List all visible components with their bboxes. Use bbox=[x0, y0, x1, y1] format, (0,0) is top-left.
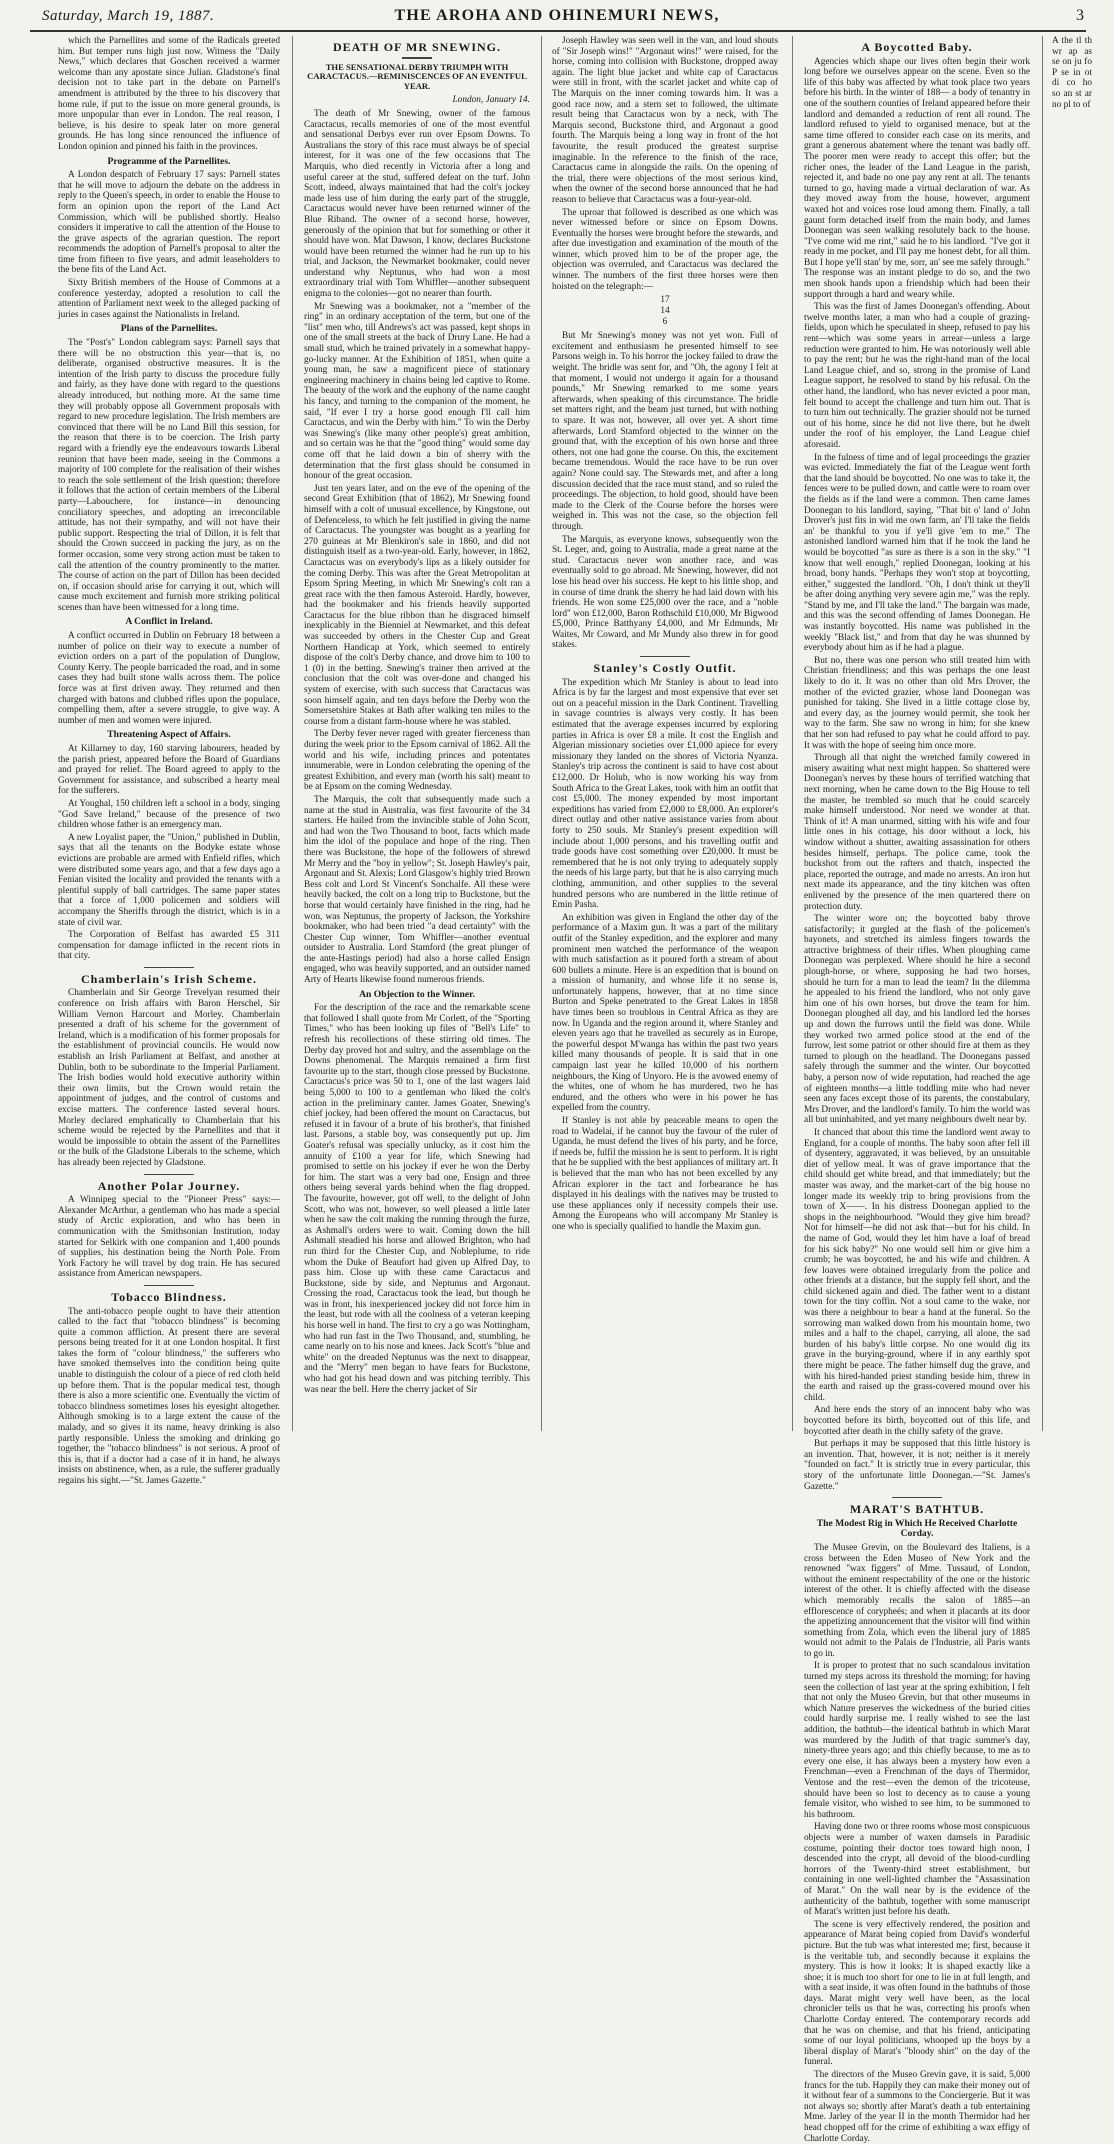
newspaper-title: THE AROHA AND OHINEMURI NEWS, bbox=[394, 7, 720, 24]
column-rule bbox=[1042, 36, 1043, 1431]
article-paragraph: In the fulness of time and of legal proceedings the grazier was evicted. Immediately the fiat of the League went forth that the land should be boycotted. No one was to take it, the fences were to be pulled down, and cattle were to roam over the fields as if the land were a common. Then came James Doonegan to his landlord, saying, "That bit o' land o' John Drover's just fits in wid me own farm, an' I'll take the fields an' be thankful to you if ye'll give 'em to me." The astonished landlord warned him that if he took the land he would be boycotted "as sure as there is a son in the sky." "I know that well enough," replied Doonegan, looking at his broad, bony hands. "Perhaps they won't stop at boycotting, either," suggested the landlord. "Oh, I don't think ut they'll be after doing anything very severe agin me," was the reply. "Stand by me, and I'll take the land." The bargain was made, and this was the second offending of James Doonegan. He was instantly boycotted. His name was published in the weekly "Black list," and from that day he was shunned by everybody about him as if he had a plague. bbox=[804, 452, 1030, 654]
page-number: 3 bbox=[1076, 7, 1084, 24]
article-paragraph: This was the first of James Doonegan's offending. About twelve months later, a man who had a couple of grazing-fields, upon which he speculated in sheep, refused to pay his rent—which was some years in arrear—unless a large reduction were granted to him. He was notoriously well able to pay the rent; but he was the right-hand man of the local Land League chief, and so, strong in the promise of Land League support, he resolved to stand by his refusal. On the other hand, the landlord, who has never evicted a poor man, felt bound to accept the challenge and turn him out. That is to turn him out technically. The grazier should not be turned out of his home, since he did not live there, but he dwelt under the roof of his employer, the Land League chief aforesaid. bbox=[804, 302, 1030, 450]
section-divider bbox=[402, 57, 432, 59]
article-paragraph: Sixty British members of the House of Commons at a conference yesterday, adopted a resolution to call the attention of Parliament next week to the alleged packing of juries in cases against the Nationalists in Ireland. bbox=[58, 278, 280, 320]
race-result-numbers bbox=[552, 295, 778, 328]
article-paragraph: The expedition which Mr Stanley is about to lead into Africa is by far the largest and most expensive that ever set out on a peaceful mission in the Dark Continent. Travelling in savage countries is always very costly. It has been estimated that the average expenses incurred by exploring parties in Africa is over £8 a mile. It cost the English and Algerian missionary societies over £1,000 apiece for every missionary they landed on the shores of Victoria Nyanza. Stanley's trip across the continent is said to have cost about £12,000. Dr Holub, who is now working his way from South Africa to the Great Lakes, took with him an outfit that cost £5,000. The money expended by most important expeditions has varied from £2,000 to £8,000. An explorer's direct outlay and other native assistance varies from about forty to 250 souls. Mr Stanley's present expedition will include about 1,000 persons, and his travelling outfit and trade goods have cost something over £20,000. It must be remembered that he is not only trying to adequately supply the needs of his large party, but that he is also carrying much clothing, ammunition, and other supplies to the several hundred persons who are numbered in the little retinue of Emin Pasha. bbox=[552, 677, 778, 911]
column-rule bbox=[541, 36, 542, 1431]
article-paragraph: The uproar that followed is described as one which was never witnessed before or since on Epsom Downs. Eventually the horses were brought before the stewards, and after due investigation and examination of the mouth of the winner, which proved him to be of the proper age, the objection was overruled, and Caractacus was declared the winner. The numbers of the first three horses were then hoisted on the telegraph:— bbox=[552, 207, 778, 292]
article-paragraph: The death of Mr Snewing, owner of the famous Caractacus, recalls memories of one of the most eventful and sensational Derbys ever run over Epsom Downs. To Australians the story of this race must always be of special interest, for it was one of the few occasions that The Marquis, who died recently in Victoria after a long and useful career at the stud, suffered defeat on the turf. John Scott, indeed, always maintained that had the colt's jockey made less use of him during the early part of the struggle, Caractacus would never have been returned winner of the Blue Riband. The owner of a second horse, however, generously of the opinion that but for something or other it should have won. Mat Dawson, I know, declares Buckstone would have been returned the winner had he run up to his trial, and Jackson, the Newmarket bookmaker, could never understand why Neptunus, who had won a most extraordinary trial with Tom Whiffler—another subsequent enigma to the colonies—got no nearer than fourth. bbox=[304, 108, 530, 300]
article-paragraph: Through all that night the wretched family cowered in misery awaiting what next might happen. So shattered were Doonegan's nerves by these hours of terrified watching that next morning, when he came down to the Big House to tell the master, he trembled so much that he could scarcely make himself understood. Nor need we wonder at that. Think of it! A man unarmed, sitting with his wife and four little ones in his cottage, his door without a lock, his window without a shutter, awaiting assassination for others besides himself, perhaps. The police came, took the buckshot from out the rafters and thatch, inspected the place, reported the outrage, and made no arrests. An iron hut next made its appearance, and the tiny kitchen was often enlivened by the presence of the men quartered there on protection duty. bbox=[804, 753, 1030, 912]
masthead bbox=[0, 0, 1114, 28]
subheading: Threatening Aspect of Affairs. bbox=[107, 729, 231, 741]
result-number: 17 bbox=[660, 295, 670, 306]
article-paragraph: Agencies which shape our lives often begin their work long before we ourselves appear on the scene. Even so the life of this baby was affected by what took place two years before his birth. In the winter of 188— a body of tenantry in one of the southern counties of Ireland appeared before their landlord and demanded a reduction of rent all round. The landlord refused to yield to organised menace, but at the same time offered to consider each case on its merits, and grant a generous abatement where the tenant was badly off. The poorer men were ready to accept this offer; but the richer ones, the leader of the Land League in the parish, rejected it, and bade no one pay any rent at all. The tenants turned to go, having made a virtual declaration of war. As they moved away from the house, however, argument waxed hot and voices rose loud among them. Finally, a tall gaunt form detached itself from the main body, and James Doonegan was seen walking resolutely back to the house. "I've come wid me rint," said he to his landlord. "I've got it ready in me pocket, and I'll pay me honest debt, for all thim. But I hope ye'll stan' by me, sorr, an' see me safely through." The response was an instant pledge to do so, and the two men shook hands upon a friendship which had been their support through a hard and weary while. bbox=[804, 56, 1030, 300]
article-paragraph: If Stanley is not able by peaceable means to open the road to Wadelai, if he cannot buy the favour of the ruler of Uganda, he must defend the lives of his party, and he force, if needs be, fulfil the mission he is sent to perform. It is right that he be supplied with the best appliances of military art. It is believed that the man who has not been excelled by any African explorer in the tact and forbearance he has displayed in his dealings with the natives may be trusted to use these appliances only if necessity compels their use. Among the Europeans who will accompany Mr Stanley is one who is specially qualified to handle the Maxim gun. bbox=[552, 1116, 778, 1232]
section-divider bbox=[892, 1497, 942, 1498]
article-paragraph: At Killarney to day, 160 starving labourers, headed by the parish priest, appeared before the Board of Guardians and prayed for relief. The Board agreed to apply to the Government for assistance, and subscribed a hearty meal for the sufferers. bbox=[58, 744, 280, 797]
article-headline: A Boycotted Baby. bbox=[861, 40, 973, 54]
article-paragraph: The Marquis, the colt that subsequently made such a name at the stud in Australia, was first favourite of the 34 starters. He hailed from the invincible stable of John Scott, and had won the Two Thousand to boot, facts which made him the idol of the populace and hope of the ring. Then there was Buckstone, the hope of the followers of shrewd Mr Merry and the "boy in yellow"; St. Joseph Hawley's pair, Argonaut and St. Alexis; Lord Glasgow's highly tried Brown Bess colt and Lord St Vincent's Sonchalfe. All these were heavily backed, the colt on a long trip to Buckstone, but the horse that would certainly have finished in the ring, had he won, was Neptunus, the property of Jackson, the Yorkshire bookmaker, who had been tried "a dead certainty" with the Chester Cup winner, Tom Whiffler—another eventual outsider to Australia. Lord Stamford (the great plunger of the ante-Hastings period) had also a horse called Ensign engaged, who was heavily supported, and an outsider named Arty of Hearts likewise found numerous friends. bbox=[304, 794, 530, 986]
column-2 bbox=[304, 36, 530, 1436]
column-5-cropped bbox=[1052, 36, 1092, 1436]
section-divider bbox=[144, 1285, 194, 1286]
article-paragraph: For the description of the race and the remarkable scene that followed I shall quote from Mr Corlett, of the "Sporting Times," who has been looking up files of "Bell's Life" to refresh his recollections of these stirring old times. The Derby day proved hot and sultry, and the assemblage on the Downs phenomenal. The Marquis remained a firm first favourite up to the start, though close pressed by Buckstone. Caractacus's price was 50 to 1, one of the last wagers laid being 5,000 to 100 to a gentleman who liked the colt's action in the preliminary canter. James Goater, Snewing's chief jockey, had been offered the mount on Caractacus, but refused it in favour of a brute of his brother's, that finished last. Parsons, a stable boy, was consequently put up. Jim Goater's refusal was specially unlucky, as it cost him the annuity of £100 a year for life, which Snewing had promised to settle on his jockey if ever he won the Derby for him. The start was a very bad one, Ensign and three others being several yards behind when the flag dropped. The favourite, however, got off well, to the delight of John Scott, who was not, however, so well pleased a little later when he saw the colt making the running through the furze, as Ashmall's orders were to wait. Coming down the hill Ashmall steadied his horse and allowed Brighton, who had run third for the Chester Cup, and Nobleplume, to ride whom the Duke of Beaufort had given up Alfred Day, to pass him. Close up with these came Caractacus and Buckstone, side by side, and Neptunus and Argonaut. Crossing the road, Caractacus took the lead, but though he was in front, his inexperienced jockey did not force him in the least, but rode with all the coolness of a veteran keeping his horse well in hand. The first to cry a go was Nottingham, who had run fast in the Two Thousand, and, stumbling, he came nearly on to his nose and knees. Jack Scott's "blue and white" on the dreaded Neptunus was the next to disappear, and the "Merry" men began to have fears for Buckstone, who had got his head down and was pitching terribly. This was near the bell. Here the cherry jacket of Sir bbox=[304, 1003, 530, 1395]
section-divider bbox=[640, 656, 690, 657]
article-paragraph: which the Parnellites and some of the Radicals greeted him. But temper runs high just now. Witness the "Daily News," which declares that Goschen received a warmer welcome than any apostate since Julian. Gladstone's final decision not to take part in the debate on Parnell's amendment is attributed by the three to his discovery that home rule, if put to the issue on more general grounds, is more unpopular than ever in London. The real reason, I believe, is his desire to speak later on more general grounds. He has long since renounced the influence of London opinion and pinned his faith in the provinces. bbox=[58, 36, 280, 152]
result-number: 6 bbox=[662, 317, 668, 328]
cropped-text: A the tl th wr ap as se on ju fo P se in ot di co ho so an st ar no pl to of bbox=[1052, 36, 1092, 110]
article-headline: Another Polar Journey. bbox=[97, 1178, 241, 1193]
article-headline: Chamberlain's Irish Scheme. bbox=[80, 971, 257, 986]
article-paragraph: But perhaps it may be supposed that this little history is an invention. That, however, it is not; neither is it merely "founded on fact." It is strictly true in every particular, this story of the unfortunate little Doonegan.—"St. James's Gazette." bbox=[804, 1439, 1030, 1492]
article-paragraph: A new Loyalist paper, the "Union," published in Dublin, says that all the tenants on the Bodyke estate whose evictions are probable are armed with Enfield rifles, which were distributed some years ago, and that a few days ago a Fenian visited the locality and provided the tenants with a plentiful supply of ball cartridges. The same paper states that a force of 1,000 policemen and soldiers will accompany the Sheriffs through the district, which is in a state of civil war. bbox=[58, 832, 280, 928]
issue-date: Saturday, March 19, 1887. bbox=[42, 8, 215, 24]
article-paragraph: A Winnipeg special to the "Pioneer Press" says:—Alexander McArthur, a gentleman who has made a special study of Arctic exploration, and who has been in communication with the Smithsonian Institution, today started for Selkirk with one companion and 1,400 pounds of supplies, his destination being the North Pole. From York Factory he will travel by dog train. He has secured assistance from American newspapers. bbox=[58, 1195, 280, 1280]
article-paragraph: The anti-tobacco people ought to have their attention called to the fact that "tobacco blindness" is becoming quite a common affliction. At present there are several persons being treated for it at one London hospital. It first takes the form of "colour blindness," the sufferers who have smoked themselves into the condition being quite unable to distinguish the colour of a piece of red cloth held up before them. That is the popular medical test, though there is also a more scientific one. Eventually the victim of tobacco blindness sometimes loses his eyesight altogether. Although smoking is to a large extent the cause of the malady, and so gives it its name, heavy drinking is also partly responsible. Unless the smoking and drinking go together, the "tobacco blindness" is not serious. A proof of this is, that if a doctor had a case of it in hand, he always insists on abstinence, when, as a rule, the sufferer gradually regains his sight.—"St. James Gazette." bbox=[58, 1306, 280, 1486]
article-paragraph: But Mr Snewing's money was not yet won. Full of excitement and enthusiasm he presented himself to see Parsons weigh in. To his horror the jockey failed to draw the weight. The bridle was sent for, and "Oh, the agony I felt at that moment, I would not undergo it again for a thousand pounds," Mr Snewing remarked to me some years afterwards, when speaking of this circumstance. The bridle set matters right, and the beam just turned, but with nothing to spare. It was not, however, all over yet. A short time afterwards, Lord Stamford objected to the winner on the ground that, with the exception of his own horse and three others, not one had gone the course. On this, the excitement became tremendous. Would the race have to be run over again? None could say. The Stewards met, and after a long discussion decided that the race must stand, and so ruled the proceedings. The objection, to hold good, should have been made to the Clerk of the Course before the horses were weighed in. This was not the case, so the objection fell through. bbox=[552, 331, 778, 532]
article-paragraph: The Marquis, as everyone knows, subsequently won the St. Leger, and, going to Australia, made a great name at the stud. Caractacus never won another race, and was eventually sold to go abroad. Mr Snewing, however, did not lose his head over his success. He kept to his little shop, and in course of time drank the sherry he had laid down with his friends. He won some £25,000 over the race, and a "noble lord" won £12,000, Baron Rothschild £10,000, Mr Bigwood £5,000, Prince Batthyany £4,000, and Mr Edmunds, Mr Waites, Mr Coward, and Mr Mundy also threw in for good stakes. bbox=[552, 534, 778, 651]
article-paragraph: The Derby fever never raged with greater fierceness than during the week prior to the Epsom carnival of 1862. All the world and his wife, including princes and potentates innumerable, were in London celebrating the opening of the greatest Exhibition, and every man (worth his salt) meant to be at Epsom on the coming Wednesday. bbox=[304, 729, 530, 793]
article-paragraph: Joseph Hawley was seen well in the van, and loud shouts of "Sir Joseph wins!" "Argonaut wins!" were raised, for the horse, coming into collision with Buckstone, dropped away again. The light blue jacket and white cap of Caractacus were still in front, with the scarlet jacket and white cap of The Marquis on the inner coming towards him. It was a good race now, and a stern set to followed, the ultimate result being that Caractacus won by a neck, with The Marquis second, Buckstone third, and Argonaut a good fourth. The Marquis being a long way in front of the hot favourite, the result produced the greatest surprise imaginable. In the reference to the finish of the race, Caractacus came in alongside the rails. On the opening of the trial, there were objections of the most serious kind, when the owner of the second horse announced that he had reason to believe that Caractacus was a four-year-old. bbox=[552, 36, 778, 205]
article-paragraph: Mr Snewing was a bookmaker, not a "member of the ring" in an ordinary acceptation of the term, but one of the "list" men who, till Andrews's act was passed, kept shops in one of the small streets at the back of Drury Lane. He had a small stud, which he trained privately in a somewhat happy-go-lucky manner. At the Exhibition of 1851, when quite a young man, he saw a magnificent piece of stationary engineering machinery in chains being led captive to Rome. The beauty of the work and the euphony of the name caught his fancy, and turning to the companion of the moment, he said, "If ever I try a horse good enough I'll call him Caractacus, and win the Derby with him." To win the Derby was Snewing's (like many other people's) great ambition, and so certain was he that the "good thing" would some day come off that he laid down a bin of sherry with the determination that the first glass should be consumed in honour of the great occasion. bbox=[304, 301, 530, 482]
article-paragraph: An exhibition was given in England the other day of the performance of a Maxim gun. It was a part of the military outfit of the Stanley expedition, and the explorer and many prominent men watched the performance of the weapon with much satisfaction as it poured forth a stream of about 600 bullets a minute. Here is an expedition that is bound on a mission of humanity, and whose life it no sense is, unfortunately happens, however, that at no time since Burton and Speke penetrated to the Great Lakes in 1858 have times been so troublous in Central Africa as they are now. In Uganda and the region around it, where Stanley and eleven years ago that he travelled as securely as in Europe, the powerful despot M'wanga has within the past two years killed many thousands of people. It is said that in one campaign last year he killed 10,000 of his northern neighbours, the King of Unyoro. He is the avowed enemy of the whites, one of whom he has murdered, two he has endured, and the others who were in his power he has expelled from the country. bbox=[552, 912, 778, 1114]
article-paragraph: The directors of the Museo Grevin gave, it is said, 5,000 francs for the tub. Happily they can make their money out of it without fear of a summons to the Conciergerie. But it was not always so; shortly after Marat's death a tub entertaining Mme. Jarley of the year II in the month Thermidor had her head chopped off for the crime of exhibiting a wax effigy of Charlotte Corday. bbox=[804, 2070, 1030, 2144]
section-divider bbox=[144, 967, 194, 968]
article-headline: Tobacco Blindness. bbox=[111, 1289, 227, 1304]
column-1 bbox=[58, 36, 280, 1486]
column-rule bbox=[792, 36, 793, 1431]
article-paragraph: At Youghal, 150 children left a school in a body, singing "God Save Ireland," because of the presence of two children whose father is an emergency man. bbox=[58, 798, 280, 831]
column-3 bbox=[552, 36, 778, 1436]
subheading: Programme of the Parnellites. bbox=[107, 155, 231, 167]
section-divider bbox=[144, 1174, 194, 1175]
article-paragraph: It is proper to protest that no such scandalous invitation turned my steps across its threshold the morning; for having seen the collection of last year at the spring exhibition, I felt that not only the Museo Grevin, but that other museums in which Nature preserves the wickedness of the buried cities could hardly surprise me. I really wished to see the last addition, the bathtub—the identical bathtub in which Marat was murdered by the Judith of that tragic summer's day, ninety-three years ago; and this chiefly because, to me as to every one else, it has always been a mystery how even a Frenchman—even a Frenchman of the days of Thermidor, Ventose and the rest—even the demon of the tricoteuse, should have been so lost to decency as to cause a young female visitor, who wished to see him, to be summoned to his bathroom. bbox=[804, 1661, 1030, 1820]
article-paragraph: The Musee Grevin, on the Boulevard des Italiens, is a cross between the Eden Museo of New York and the renowned "wax figgers" of Mme. Tussaud, of London, without the eminent respectability of the one or the historic interest of the other. It is chiefly affected with the disease which memorably recalls the salon of 1885—an efflorescence of corypheés; and when it placards at its door the appetizing announcement that the visitor will find within something from Zola, which even the liberal jury of 1885 would not admit to the Palais de l'Industrie, all Paris wants to go in. bbox=[804, 1542, 1030, 1659]
article-paragraph: A London despatch of February 17 says: Parnell states that he will move to adjourn the debate on the address in reply to the Queen's speech, in order to enable the House to form an opinion upon the report of the Land Act Commission, which will be published shortly. Healso considers it imperative to call the attention of the House to the grave aspects of the agrarian question. The report recommends the adoption of Parnell's proposal to alter the time from fifteen to five years, and admit leaseholders to the bene fits of the Land Act. bbox=[58, 170, 280, 276]
subheading: A Conflict in Ireland. bbox=[125, 616, 213, 628]
article-headline: MARAT'S BATHTUB. bbox=[849, 1502, 985, 1517]
article-paragraph: The "Post's" London cablegram says: Parnell says that there will be no obstruction this year—that is, no deliberate, organised obstructive measures. It is the intention of the Irish party to discuss the procedure fully and fairly, as they have done with regard to the questions already introduced, but nothing more. At the same time they will probably oppose all Government proposals with regard to new procedure legislation. The Irish members are convinced that there will be no Land Bill this session, for the reason that there is to be coercion. The Irish party regard with a friendly eye the endeavours towards Liberal reunion that have been made, seeing in the Commons a majority of 100 complete for the realisation of their wishes to reach the sole settlement of the Irish question; therefore it follows that the action of certain members of the Liberal party—Labouchere, for instance—in denouncing conciliatory speeches, and adopting an irreconcilable attitude, has not their sympathy, and will not have their public support. Respecting the trial of Dillon, it is felt that should the Crown succeed in packing the jury, as on the former occasion, some very strong action must be taken to call the attention of the country prominently to the matter. The course of action on the part of Dillon has been decided on, if occasion should arise for carrying it out, which will cause much excitement and furnish more striking political scenes than have been witnessed for a long time. bbox=[58, 338, 280, 613]
masthead-rule bbox=[30, 30, 1086, 32]
article-paragraph: The Corporation of Belfast has awarded £5 311 compensation for damage inflicted in the recent riots in that city. bbox=[58, 930, 280, 962]
article-headline: Stanley's Costly Outfit. bbox=[593, 661, 737, 676]
column-4 bbox=[804, 36, 1030, 2144]
subheading: The Modest Rig in Which He Received Charlotte Corday. bbox=[816, 1517, 1018, 1540]
article-paragraph: But no, there was one person who still treated him with Christian friendliness; and this was perhaps the one least likely to do it. It was no other than old Mrs Drover, the mother of the evicted grazier, whose land Doonegan was punished for taking. She lived in a little cottage close by, and every day, as the journey would permit, she took her way to the farm. She saw no wrong in him; for she knew that her son had refused to pay what he could afford to pay. It was with the hope of seeing him once more. bbox=[804, 655, 1030, 751]
dateline: London, January 14. bbox=[452, 95, 530, 106]
article-paragraph: Chamberlain and Sir George Trevelyan resumed their conference on Irish affairs with Baron Herschel, Sir William Vernon Harcourt and Morley. Chamberlain presented a draft of his scheme for the government of Ireland, which is a modification of his former proposals for the establishment of provincial councils. He would now establish an Irish Parliament at Belfast, and another at Dublin, both to be subordinate to the Imperial Parliament. The Irish bodies would hold executive authority within their own limits, but the Crown would retain the appointment of judges, and the control of customs and excise matters. The conference lasted several hours. Morley declared emphatically to Chamberlain that his scheme would be rejected by the Parnellites and that it would be impossible to obtain the assent of the Parnellites or the bulk of the Gladstone Liberals to the scheme, which has already been rejected by Gladstone. bbox=[58, 988, 280, 1168]
subheading: Plans of the Parnellites. bbox=[120, 323, 218, 335]
article-paragraph: Having done two or three rooms whose most conspicuous objects were a number of waxen damsels in Paradisic costume, pointing their doctor toes toward high noon, I descended into the crypt, all devoid of the blood-curdling horrors of the Twenty-third street establishment, but containing in one well-lighted chamber the "Assassination of Marat." On the wall near by is the evidence of the authenticity of the bathtub, together with some manuscript of Marat's written just before his death. bbox=[804, 1822, 1030, 1918]
subheading: An Objection to the Winner. bbox=[359, 988, 475, 1000]
article-paragraph: It chanced that about this time the landlord went away to England, for a couple of months. The baby soon after fell ill of dysentery, aggravated, it was believed, by an unsuitable diet of yellow meal. It was of grave importance that the child should get white bread, and that immediately; but the master was away, and the market-cart of the big house no longer made its weekly trip to bring provisions from the town of X——. In his distress Doonegan applied to the shops in the neighbourhood. "Would they give him bread? Not for himself—he did not ask that—but for his child. In the name of God, would they let him have a loaf of bread for his sick baby?" No one would sell him or give him a crumb; he was boycotted, he and his wife and children. A few loaves were obtained irregularly from the police and other friends at a distance, but the supply fell short, and the child sickened again and died. The father went to a distant town for the tiny coffin. Not a soul came to the wake, nor was there a neighbour to bear a hand at the funeral. So the sorrowing man walked down from his mountain home, two miles and a half to the chapel, carrying, all alone, the sad burden of his baby's little corpse. No one would dig its grave in the burying-ground, where if in any earthly spot there might be peace. The father himself dug the grave, and with his hired-handed priest standing beside him, threw in the earth and raised up the grass-covered mound over his child. bbox=[804, 1127, 1030, 1403]
article-paragraph: The scene is very effectively rendered, the position and appearance of Marat being copied from David's wonderful picture. But the tub was what interested me; first, because it is the veritable tub, and secondly because it explains the mystery. This is how it looks: It is shaped exactly like a shoe; it is much too short for one to lie in at full length, and with a seat inside, it was often found in the bathtubs of those days. Marat might very well have been, as the local chronicler tells us that he was, correcting his proofs when Charlotte Corday entered. The contemporary records add that he was on chemise, and that his friend, anticipating some of our loyal politicians, whooped up the boys by a liberal display of Marat's "bloody shirt" on the day of the funeral. bbox=[804, 1919, 1030, 2068]
article-paragraph: Just ten years later, and on the eve of the opening of the second Great Exhibition (that of 1862), Mr Snewing found himself with a colt of unusual excellence, by Kingstone, out of Defenceless, to which he felt justified in giving the name of Caractacus. The youngster was bought as a yearling for 270 guineas at Mr Blenkiron's sale in 1860, and did not distinguish itself as a two-year-old. Early, however, in 1862, Caractacus was on everybody's lips as a likely outsider for the coming Derby. This was after the Great Metropolitan at Epsom Spring Meeting, in which Mr Snewing's colt ran a great race with the then famous Asteroid. Hardly, however, had the bookmaker and his friends heavily supported Caractacus for the blue ribbon than he disgraced himself inexplicably in the Bienniel at Newmarket, and this defeat was succeeded by others in the Chester Cup and Great Northern Handicap at York, which seemed to entirely dispose of the colt's Derby chance, and drove him to 100 to 1 (0) in the betting. Snewing's trainer then arrived at the conclusion that the colt was over-done and changed his system of exercise, with such success that Caractacus was soon himself again, and ten days before the Derby won the Somersetshire Stakes at Bath after walking ten miles to the course from a distant farm-house where he was stabled. bbox=[304, 483, 530, 727]
article-paragraph: And here ends the story of an innocent baby who was boycotted before its birth, boycotted out of this life, and boycotted after death in the chilly safety of the grave. bbox=[804, 1405, 1030, 1437]
article-paragraph: A conflict occurred in Dublin on February 18 between a number of police on their way to execute a number of eviction orders on a part of the population of Dunglow, County Kerry. The people barricaded the road, and in some cases they had built stone walls across them. The police force was at first driven away. They returned and then charged with batons and clubbed rifles upon the populace, compelling them, after a severe struggle, to give way. A number of men and women were injured. bbox=[58, 631, 280, 726]
article-deck: THE SENSATIONAL DERBY TRIUMPH WITH CARACTACUS.—REMINISCENCES OF AN EVENTFUL YEAR. bbox=[307, 61, 527, 91]
article-paragraph: The winter wore on; the boycotted baby throve satisfactorily; it gurgled at the flash of the policemen's bayonets, and stretched its aimless fingers towards the attractive brightness of their rifles. When ploughing came Doonegan was perplexed. Where should he hire a second plough-horse, or where, supposing he had two horses, should he turn for a man to lead the team? In the dilemma he appealed to his friend the landlord, who not only gave him one of his own horses, but drove the team for him. Doonegan ploughed all day, and his landlord led the horses up and down the furrows until the field was done. While they worked two armed police stood at the end of the furrow, lest some patriot or other should fire at them as they turned to plough on the headland. The Doonegans passed safely through the summer and the winter. Our boycotted baby, a person now of wide reputation, had reached the age of eighteen months—a little toddling mite who had never seen any faces except those of its parents, the constabulary, Mrs Drover, and the landlord's family. To him the world was all but uninhabited, and yet many neighbours dwelt near by. bbox=[804, 914, 1030, 1126]
column-rule bbox=[292, 36, 293, 1431]
article-headline: DEATH OF MR SNEWING. bbox=[332, 40, 501, 54]
result-number: 14 bbox=[660, 306, 670, 317]
